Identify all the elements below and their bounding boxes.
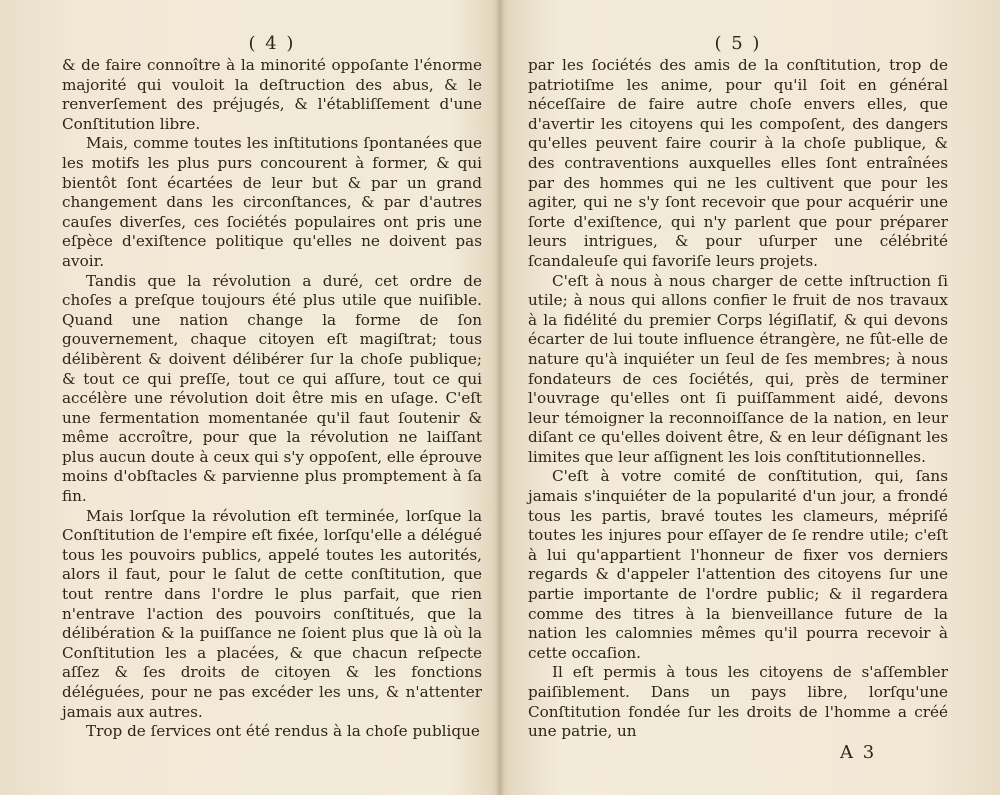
paragraph: Tandis que la révolution a duré, cet ordre de choſes a preſque toujours été plus utile que nuiſible. Quand une nation change la forme de ſon gouvernement, chaque citoyen eſt magiſtrat; tous délibèrent & doivent délibérer ſur la choſe publique; & tout ce qui preſſe, tout ce qui aſſure, tout ce qui accélère une révolution doit être mis en uſage. C'eſt une fermentation momentanée qu'il faut ſoutenir & même accroître, pour que la révolution ne laiſſant plus aucun doute à ceux qui s'y oppoſent, elle éprouve moins d'obſtacles & parvienne plus promptement à ſa fin. (62, 271, 482, 506)
page-text (528, 56, 948, 742)
paragraph: Trop de ſervices ont été rendus à la choſe publique (86, 722, 480, 741)
paragraph: Il eſt permis à tous les citoyens de s'aſſembler paiſiblement. Dans un pays libre, lorſqu'une Conſtitution fondée ſur les droits de l'homme a créé une patrie, un (528, 663, 948, 741)
page-number: ( 4 ) (248, 33, 296, 54)
paragraph: par les ſociétés des amis de la conſtitution, trop de patriotiſme les anime, pour qu'il ſoit en général néceſſaire de faire autre choſe envers elles, que d'avertir les citoyens qui les compoſent, des dangers qu'elles peuvent faire courir à la choſe publique, & des contraventions auxquelles elles ſont entraînées par des hommes qui ne les cultivent que pour les agiter, qui ne s'y ſont recevoir que pour acquérir une ſorte d'exiſtence, qui n'y parlent que pour préparer leurs intrigues, & pour uſurper une célébrité ſcandaleuſe qui favoriſe leurs projets. (528, 56, 948, 270)
book-gutter (495, 0, 505, 795)
signature-mark: A 3 (840, 742, 877, 763)
paragraph: C'eſt à nous à nous charger de cette inſtruction ſi utile; à nous qui allons confier le fruit de nos travaux à la fidélité du premier Corps légiſlatif, & qui devons écarter de lui toute influence étrangère, ne fût-elle de nature qu'à inquiéter un ſeul de ſes membres; à nous fondateurs de ces ſociétés, qui, près de terminer l'ouvrage qu'elles ont ſi puiſſamment aidé, devons leur témoigner la reconnoiſſance de la nation, en leur diſant ce qu'elles doivent être, & en leur déſignant les limites que leur aſſignent les lois conſtitutionnelles. (528, 271, 948, 466)
page-text (62, 56, 482, 742)
paragraph: Mais lorſque la révolution eſt terminée, lorſque la Conſtitution de l'empire eſt fixée, lorſqu'elle a délégué tous les pouvoirs publics, appelé toutes les autorités, alors il faut, pour le ſalut de cette conſtitution, que tout rentre dans l'ordre le plus parfait, que rien n'entrave l'action des pouvoirs conſtitués, que la délibération & la puiſſance ne ſoient plus que là où la Conſtitution les a placées, & que chacun reſpecte aſſez & ſes droits de citoyen & les fonctions déléguées, pour ne pas excéder les uns, & n'attenter jamais aux autres. (62, 506, 482, 721)
paragraph: Mais, comme toutes les inſtitutions ſpontanées que les motifs les plus purs concourent à former, & qui bientôt ſont écartées de leur but & par un grand changement dans les circonſtances, & par d'autres cauſes diverſes, ces ſociétés populaires ont pris une eſpèce d'exiſtence politique qu'elles ne doivent pas avoir. (62, 134, 482, 270)
page-number: ( 5 ) (714, 33, 762, 54)
paragraph: C'eſt à votre comité de conſtitution, qui, ſans jamais s'inquiéter de la popularité d'un jour, a frondé tous les partis, bravé toutes les clameurs, mépriſé toutes les injures pour eſſayer de ſe rendre utile; c'eſt à lui qu'appartient l'honneur de fixer vos derniers regards & d'appeler l'attention des citoyens ſur une partie importante de l'ordre public; & il regardera comme des titres à la bienveillance future de la nation les calomnies mêmes qu'il pourra recevoir à cette occaſion. (528, 467, 948, 662)
paragraph: & de faire connoître à la minorité oppoſante l'énorme majorité qui vouloit la deſtruction des abus, & le renverſement des préjugés, & l'établiſſement d'une Conſtitution libre. (62, 56, 482, 133)
right-page (528, 32, 948, 742)
left-page (62, 32, 482, 742)
